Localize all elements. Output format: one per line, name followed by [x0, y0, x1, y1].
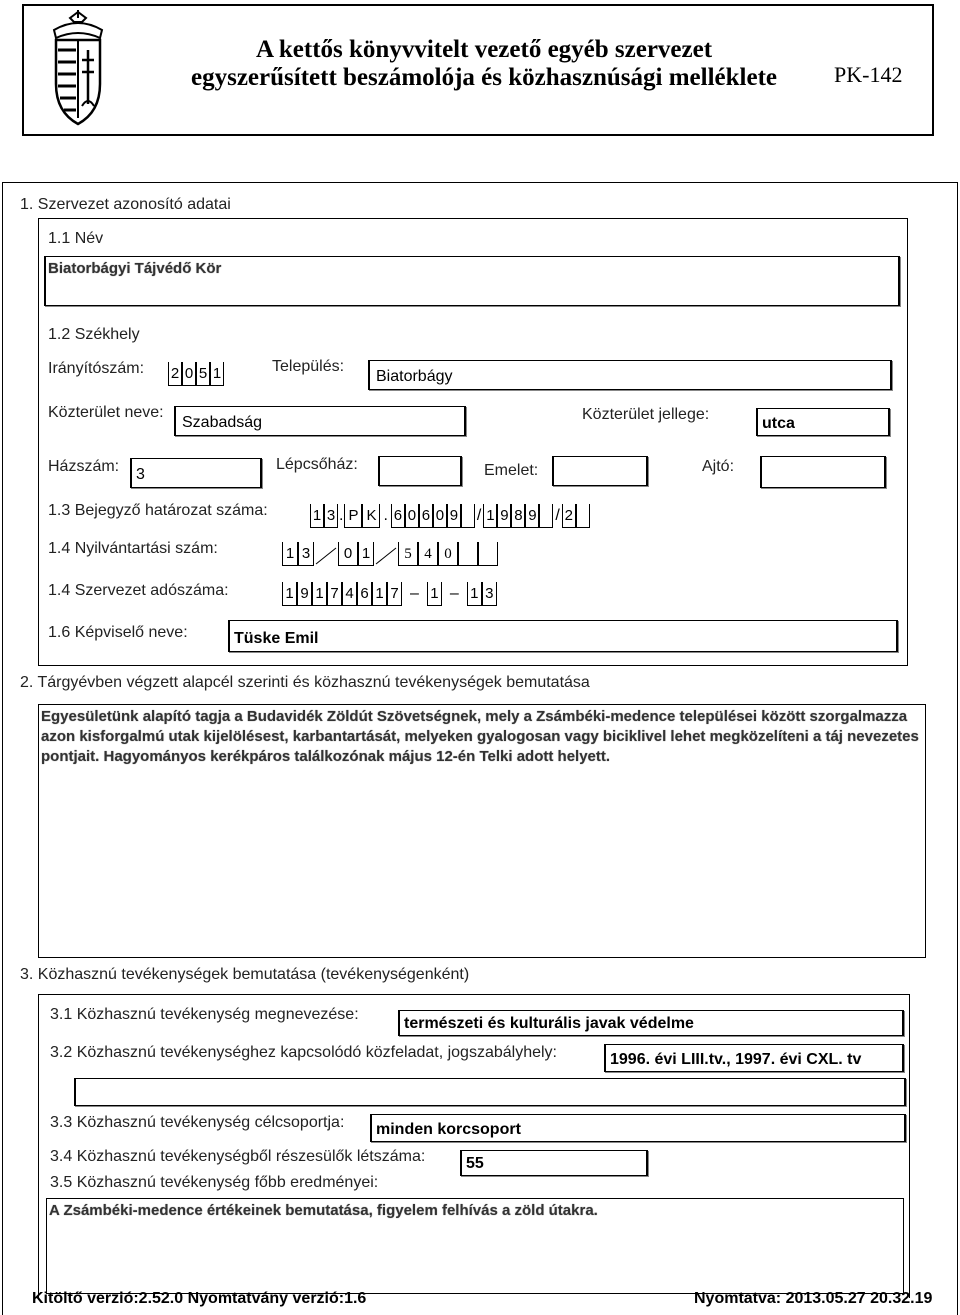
activity-name-field[interactable]: [398, 1010, 904, 1036]
record-label: 1.4 Nyilvántartási szám:: [48, 540, 218, 557]
tax-digit: 7: [387, 582, 402, 606]
beneficiary-count-field[interactable]: [460, 1150, 648, 1176]
tax-dash: –: [410, 585, 419, 602]
law-label: 3.2 Közhasznú tevékenységhez kapcsolódó közfeladat, jogszabályhely:: [50, 1044, 557, 1061]
record-number[interactable]: [282, 542, 498, 566]
door-label: Ajtó:: [702, 458, 735, 475]
record-digit: 0: [438, 542, 458, 566]
street-type-field[interactable]: [756, 408, 890, 436]
reg-letter: K: [362, 504, 380, 528]
slash-separator-icon: [314, 542, 338, 566]
record-digit: 4: [418, 542, 438, 566]
activity-name-value: természeti és kulturális javak védelme: [404, 1015, 694, 1032]
record-digit: 1: [282, 542, 298, 566]
zip-label: Irányítószám:: [48, 360, 145, 377]
footer-version: Kitöltő verzió:2.52.0 Nyomtatvány verzió:1.6: [32, 1290, 367, 1307]
tax-digit: 6: [357, 582, 372, 606]
street-type-label: Közterület jellege:: [582, 406, 710, 423]
results-label: 3.5 Közhasznú tevékenység főbb eredményei:: [50, 1174, 379, 1191]
reg-digit: 0: [433, 504, 447, 528]
section2-heading: 2. Tárgyévben végzett alapcél szerinti és közhasznú tevékenységek bemutatása: [20, 674, 590, 691]
tax-number[interactable]: [282, 582, 497, 606]
beneficiary-count-label: 3.4 Közhasznú tevékenységből részesülők létszáma:: [50, 1148, 426, 1165]
section3-heading: 3. Közhasznú tevékenységek bemutatása (tevékenységenként): [20, 966, 470, 983]
reg-dot: .: [383, 507, 388, 524]
results-text: A Zsámbéki-medence értékeinek bemutatása, figyelem felhívás a zöld útakra.: [49, 1202, 598, 1219]
reg-digit: 6: [391, 504, 405, 528]
tax-dash: –: [449, 585, 459, 602]
rep-value: Tüske Emil: [234, 630, 319, 647]
form-code: PK-142: [834, 62, 903, 87]
tax-digit: 1: [372, 582, 387, 606]
tax-digit: 4: [342, 582, 357, 606]
zip-digit: 5: [196, 362, 210, 386]
record-digit: 0: [338, 542, 358, 566]
house-field[interactable]: [130, 458, 262, 488]
street-type-value: utca: [762, 415, 795, 432]
reg-digit: 1: [483, 504, 497, 528]
tax-label: 1.4 Szervezet adószáma:: [48, 582, 229, 599]
registration-label: 1.3 Bejegyző határozat száma:: [48, 502, 268, 519]
reg-digit: 9: [447, 504, 461, 528]
activity-description-box[interactable]: [38, 704, 926, 958]
zip-digit: 2: [168, 362, 182, 386]
zip-digit: 1: [210, 362, 224, 386]
form-title-line2: egyszerűsített beszámolója és közhasznúsági melléklete: [191, 64, 777, 91]
tax-digit: 1: [312, 582, 327, 606]
name-field[interactable]: [44, 256, 900, 306]
house-value: 3: [136, 466, 145, 483]
coat-of-arms-icon: [48, 10, 108, 128]
beneficiary-count-value: 55: [466, 1155, 484, 1172]
stair-label: Lépcsőház:: [276, 456, 358, 473]
reg-digit: [539, 504, 553, 528]
reg-slash: /: [476, 507, 482, 524]
floor-field[interactable]: [552, 456, 648, 486]
record-digit: 5: [398, 542, 418, 566]
reg-digit: 3: [324, 504, 338, 528]
law-field-extra[interactable]: [74, 1078, 906, 1106]
name-value: Biatorbágyi Tájvédő Kör: [48, 260, 222, 277]
reg-digit: 2: [562, 504, 576, 528]
law-value: 1996. évi LIII.tv., 1997. évi CXL. tv: [610, 1051, 862, 1068]
city-value: Biatorbágy: [376, 368, 453, 385]
city-label: Település:: [272, 358, 345, 375]
street-label: Közterület neve:: [48, 404, 164, 421]
rep-label: 1.6 Képviselő neve:: [48, 624, 188, 641]
slash-separator-icon: [374, 542, 398, 566]
stair-field[interactable]: [378, 456, 462, 486]
floor-label: Emelet:: [484, 462, 539, 479]
tax-digit: 7: [327, 582, 342, 606]
results-box[interactable]: [46, 1198, 904, 1294]
header-box: [22, 4, 934, 136]
reg-digit: 6: [419, 504, 433, 528]
reg-dot: .: [339, 507, 344, 524]
record-digit: [478, 542, 498, 566]
reg-digit: 9: [525, 504, 539, 528]
zip-digits[interactable]: [168, 362, 224, 386]
city-field[interactable]: [368, 360, 892, 390]
street-value: Szabadság: [182, 414, 263, 431]
name-label: 1.1 Név: [48, 230, 104, 247]
law-field[interactable]: [604, 1044, 904, 1072]
tax-digit: 1: [282, 582, 297, 606]
reg-digit: [461, 504, 475, 528]
target-group-label: 3.3 Közhasznú tevékenység célcsoportja:: [50, 1114, 345, 1131]
activity-name-label: 3.1 Közhasznú tevékenység megnevezése:: [50, 1006, 359, 1023]
street-field[interactable]: [174, 406, 466, 436]
reg-digit: [576, 504, 590, 528]
record-digit: [458, 542, 478, 566]
section1-heading: 1. Szervezet azonosító adatai: [20, 196, 231, 213]
reg-digit: 0: [405, 504, 419, 528]
footer-print-date: Nyomtatva: 2013.05.27 20.32.19: [694, 1290, 933, 1307]
reg-slash: /: [555, 507, 560, 524]
form-title-line1: A kettős könyvvitelt vezető egyéb szervezet: [255, 36, 713, 63]
reg-digit: 1: [310, 504, 324, 528]
target-group-value: minden korcsoport: [376, 1121, 521, 1138]
rep-field[interactable]: [228, 620, 898, 652]
form-title: [144, 36, 824, 92]
activity-description-text: Egyesületünk alapító tagja a Budavidék Zöldút Szövetségnek, mely a Zsámbéki-medence települései között szorgalmazza azon kisforgalmú utak kijelölésest, karbantartását, melyeken gyalogosan vagy biciklivel lehet megközelíteni a táj nevezetes pontjait. Hagyományos kerékpáros találkozónak május 12-én Telki adott helyett.: [41, 708, 919, 765]
registration-number[interactable]: [310, 504, 590, 528]
seat-label: 1.2 Székhely: [48, 326, 140, 343]
tax-digit: 1: [427, 582, 442, 606]
target-group-field[interactable]: [370, 1114, 906, 1142]
reg-letter: P: [344, 504, 362, 528]
reg-digit: 8: [511, 504, 525, 528]
record-digit: 1: [358, 542, 374, 566]
tax-digit: 1: [467, 582, 482, 606]
door-field[interactable]: [760, 456, 886, 488]
reg-digit: 9: [497, 504, 511, 528]
tax-digit: 3: [482, 582, 497, 606]
house-label: Házszám:: [48, 458, 120, 475]
tax-digit: 9: [297, 582, 312, 606]
record-digit: 3: [298, 542, 314, 566]
zip-digit: 0: [182, 362, 196, 386]
